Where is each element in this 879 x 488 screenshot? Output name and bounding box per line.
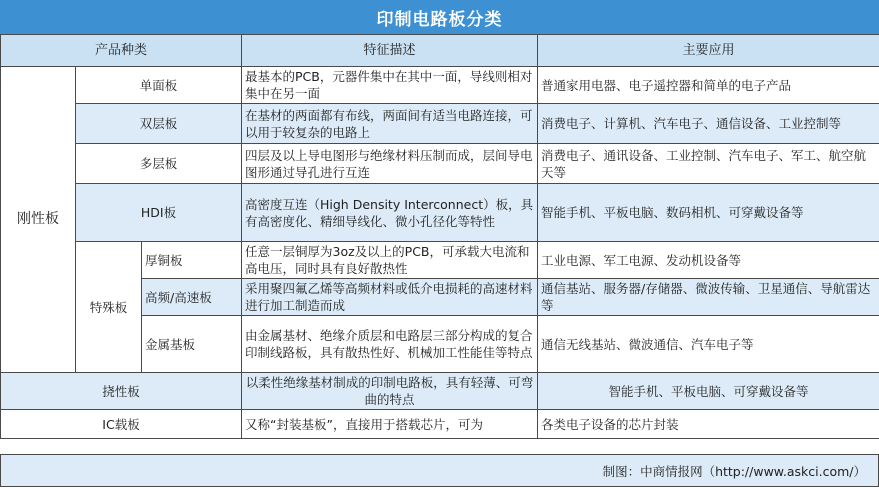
row-name: 多层板 — [76, 144, 242, 184]
row-feature: 由金属基材、绝缘介质层和电路层三部分构成的复合印制线路板，具有散热性好、机械加工性能佳等特点 — [242, 316, 538, 373]
row-feature: 任意一层铜厚为3oz及以上的PCB，可承载大电流和高电压，同时具有良好散热性 — [242, 242, 538, 279]
row-feature: 四层及以上导电图形与绝缘材料压制而成，层间导电图形通过导孔进行互连 — [242, 144, 538, 184]
row-application: 消费电子、计算机、汽车电子、通信设备、工业控制等 — [538, 104, 879, 144]
row-feature: 以柔性绝缘基材制成的印制电路板，具有轻薄、可弯曲的特点 — [242, 373, 538, 410]
row-feature: 采用聚四氟乙烯等高频材料或低介电损耗的高速材料进行加工制造而成 — [242, 279, 538, 316]
header-feature: 特征描述 — [242, 35, 538, 67]
row-application: 通信无线基站、微波通信、汽车电子等 — [538, 316, 879, 373]
row-application: 工业电源、军工电源、发动机设备等 — [538, 242, 879, 279]
row-application: 普通家用电器、电子遥控器和简单的电子产品 — [538, 67, 879, 104]
group-ic: IC载板 — [1, 410, 242, 439]
row-application: 通信基站、服务器/存储器、微波传输、卫星通信、导航雷达等 — [538, 279, 879, 316]
row-name: 高频/高速板 — [142, 279, 242, 316]
row-application: 智能手机、平板电脑、可穿戴设备等 — [538, 373, 879, 410]
row-name: 单面板 — [76, 67, 242, 104]
row-application: 消费电子、通讯设备、工业控制、汽车电子、军工、航空航天等 — [538, 144, 879, 184]
row-name: 双层板 — [76, 104, 242, 144]
source-credit: 制图：中商情报网（http://www.askci.com/） — [602, 463, 866, 479]
row-feature: 高密度互连（High Density Interconnect）板，具有高密度化、精细导线化、微小孔径化等特性 — [242, 184, 538, 242]
row-application: 各类电子设备的芯片封装 — [538, 410, 879, 439]
row-feature: 又称“封装基板”，直接用于搭载芯片，可为 — [242, 410, 538, 439]
header-application: 主要应用 — [538, 35, 879, 67]
row-feature: 最基本的PCB，元器件集中在其中一面，导线则相对集中在另一面 — [242, 67, 538, 104]
row-application: 智能手机、平板电脑、数码相机、可穿戴设备等 — [538, 184, 879, 242]
group-special: 特殊板 — [76, 242, 142, 373]
source-footer — [0, 454, 879, 487]
group-flexible: 挠性板 — [1, 373, 242, 410]
header-product: 产品种类 — [1, 35, 242, 67]
row-name: 厚铜板 — [142, 242, 242, 279]
table-title: 印制电路板分类 — [0, 0, 879, 34]
row-name: 金属基板 — [142, 316, 242, 373]
group-rigid: 刚性板 — [1, 67, 76, 373]
row-name: HDI板 — [76, 184, 242, 242]
pcb-classification-table — [0, 34, 879, 439]
row-feature: 在基材的两面都有布线，两面间有适当电路连接，可以用于较复杂的电路上 — [242, 104, 538, 144]
